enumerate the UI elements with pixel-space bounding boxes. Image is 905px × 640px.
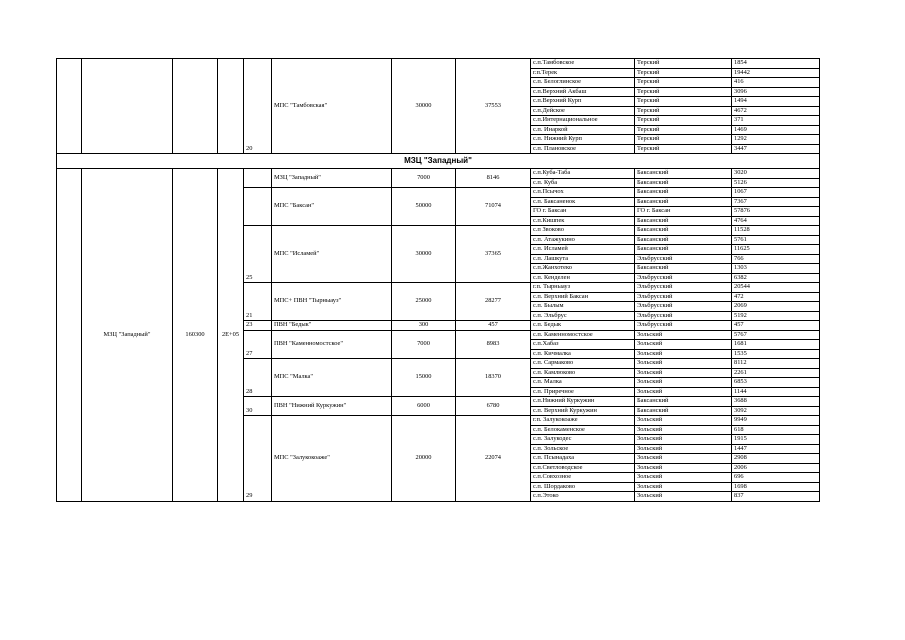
settlement-population: 57876 xyxy=(732,207,820,217)
district-name: Терский xyxy=(635,87,732,97)
settlement-population: 2261 xyxy=(732,368,820,378)
station-number: 21 xyxy=(244,283,272,321)
settlement-name: с.п.Тамбовское xyxy=(531,59,635,69)
settlement-population: 618 xyxy=(732,425,820,435)
station-population: 28277 xyxy=(456,283,531,321)
station-population: 37365 xyxy=(456,226,531,283)
station-name: ПВН "Бедык" xyxy=(272,321,392,331)
district-name: Зольский xyxy=(635,463,732,473)
station-capacity: 30000 xyxy=(392,226,456,283)
district-name: Зольский xyxy=(635,482,732,492)
district-name: Баксанский xyxy=(635,226,732,236)
settlement-population: 5761 xyxy=(732,235,820,245)
settlement-population: 1292 xyxy=(732,135,820,145)
empty-cell xyxy=(57,59,82,154)
station-capacity: 25000 xyxy=(392,283,456,321)
settlement-name: с.п. Залукодес xyxy=(531,435,635,445)
settlement-name: с.п. Баксаненок xyxy=(531,197,635,207)
settlement-name: с.п. Камлюково xyxy=(531,368,635,378)
settlement-name: с.п. Эльбрус xyxy=(531,311,635,321)
settlement-population: 3092 xyxy=(732,406,820,416)
settlement-population: 1494 xyxy=(732,97,820,107)
settlement-name: с.п Звоково xyxy=(531,226,635,236)
settlement-population: 20544 xyxy=(732,283,820,293)
district-name: Зольский xyxy=(635,359,732,369)
settlement-name: с.п.Светловодское xyxy=(531,463,635,473)
station-capacity: 300 xyxy=(392,321,456,331)
district-name: Зольский xyxy=(635,444,732,454)
settlement-name: с.п. Нижний Курп xyxy=(531,135,635,145)
settlement-population: 472 xyxy=(732,292,820,302)
station-population: 22074 xyxy=(456,416,531,502)
station-capacity: 15000 xyxy=(392,359,456,397)
settlement-population: 1698 xyxy=(732,482,820,492)
station-name: ПВН "Нижний Куркужин" xyxy=(272,397,392,416)
settlement-population: 371 xyxy=(732,116,820,126)
settlement-population: 696 xyxy=(732,473,820,483)
district-name: Зольский xyxy=(635,416,732,426)
settlement-population: 766 xyxy=(732,254,820,264)
settlement-name: с.п.Верхний Акбаш xyxy=(531,87,635,97)
station-number: 20 xyxy=(244,59,272,154)
district-name: Баксанский xyxy=(635,264,732,274)
settlement-name: с.п. Шордаково xyxy=(531,482,635,492)
district-name: Зольский xyxy=(635,330,732,340)
district-name: Зольский xyxy=(635,435,732,445)
settlement-population: 3020 xyxy=(732,169,820,179)
district-name: ГО г. Баксан xyxy=(635,207,732,217)
district-name: Зольский xyxy=(635,454,732,464)
district-name: Баксанский xyxy=(635,169,732,179)
station-population: 8146 xyxy=(456,169,531,188)
district-name: Терский xyxy=(635,135,732,145)
station-population: 71074 xyxy=(456,188,531,226)
district-name: Терский xyxy=(635,106,732,116)
settlement-name: с.п. Белокаменское xyxy=(531,425,635,435)
settlement-name: с.п.Нижний Куркужин xyxy=(531,397,635,407)
district-name: Баксанский xyxy=(635,197,732,207)
settlement-name: с.п. Плановское xyxy=(531,144,635,154)
table-row xyxy=(57,59,820,69)
district-name: Эльбрусский xyxy=(635,302,732,312)
station-name: МПС "Залукокоаже" xyxy=(272,416,392,502)
district-name: Зольский xyxy=(635,349,732,359)
empty-cell xyxy=(173,59,218,154)
settlement-name: с.п.Псычох xyxy=(531,188,635,198)
settlement-name: с.п. Каменномостское xyxy=(531,330,635,340)
settlement-name: с.п.Верхний Курп xyxy=(531,97,635,107)
section-heading-row xyxy=(57,154,820,169)
district-name: Эльбрусский xyxy=(635,321,732,331)
district-name: Зольский xyxy=(635,368,732,378)
station-name: МПС "Тамбовская" xyxy=(272,59,392,154)
station-capacity: 6000 xyxy=(392,397,456,416)
settlement-population: 837 xyxy=(732,492,820,502)
empty-cell xyxy=(57,169,82,502)
settlement-population: 19442 xyxy=(732,68,820,78)
station-name: МПС "Малка" xyxy=(272,359,392,397)
zone-name: МЗЦ "Западный" xyxy=(82,169,173,502)
station-number: 23 xyxy=(244,321,272,331)
station-population: 37553 xyxy=(456,59,531,154)
station-capacity: 7000 xyxy=(392,169,456,188)
station-name: ПВН "Каменномостское" xyxy=(272,330,392,359)
district-name: Зольский xyxy=(635,378,732,388)
settlement-name: с.п. Приречное xyxy=(531,387,635,397)
settlement-name: с.п. Кенделен xyxy=(531,273,635,283)
settlement-name: с.п. Кичмалка xyxy=(531,349,635,359)
settlement-population: 1535 xyxy=(732,349,820,359)
zone-total: 160300 xyxy=(173,169,218,502)
settlement-population: 6382 xyxy=(732,273,820,283)
settlement-name: ГО г. Баксан xyxy=(531,207,635,217)
settlement-name: с.п. Верхний Баксан xyxy=(531,292,635,302)
settlement-population: 416 xyxy=(732,78,820,88)
station-capacity: 7000 xyxy=(392,330,456,359)
station-number: 30 xyxy=(244,397,272,416)
district-name: Терский xyxy=(635,59,732,69)
station-population: 8983 xyxy=(456,330,531,359)
settlement-name: с.п. Куба xyxy=(531,178,635,188)
district-name: Баксанский xyxy=(635,406,732,416)
settlement-population: 3688 xyxy=(732,397,820,407)
settlement-population: 3447 xyxy=(732,144,820,154)
settlement-name: с.п. Атажукино xyxy=(531,235,635,245)
settlement-name: с.п.Дейское xyxy=(531,106,635,116)
district-name: Эльбрусский xyxy=(635,292,732,302)
station-number xyxy=(244,169,272,188)
settlement-name: с.п.Совхозное xyxy=(531,473,635,483)
settlement-population: 6853 xyxy=(732,378,820,388)
district-name: Эльбрусский xyxy=(635,283,732,293)
station-name: МЗЦ "Западный" xyxy=(272,169,392,188)
settlement-name: с.п. Исламей xyxy=(531,245,635,255)
district-name: Зольский xyxy=(635,425,732,435)
district-name: Зольский xyxy=(635,387,732,397)
settlement-name: с.п. Верхний Куркужин xyxy=(531,406,635,416)
section-title: МЗЦ "Западный" xyxy=(57,154,820,169)
district-name: Эльбрусский xyxy=(635,254,732,264)
empty-cell xyxy=(82,59,173,154)
settlement-population: 1447 xyxy=(732,444,820,454)
station-number: 25 xyxy=(244,226,272,283)
settlement-name: с.п. Былым xyxy=(531,302,635,312)
district-name: Эльбрусский xyxy=(635,311,732,321)
station-name: МПС "Баксан" xyxy=(272,188,392,226)
station-population: 18370 xyxy=(456,359,531,397)
document-page xyxy=(56,58,819,502)
settlement-name: с.п. Инаркой xyxy=(531,125,635,135)
settlements-table xyxy=(56,58,820,502)
zone-total-sci: 2E+05 xyxy=(218,169,244,502)
settlement-name: с.п. Сармаково xyxy=(531,359,635,369)
district-name: Баксанский xyxy=(635,178,732,188)
settlement-population: 1144 xyxy=(732,387,820,397)
station-number: 27 xyxy=(244,330,272,359)
district-name: Терский xyxy=(635,68,732,78)
settlement-population: 1469 xyxy=(732,125,820,135)
district-name: Терский xyxy=(635,78,732,88)
settlement-name: с.п. Белоглинское xyxy=(531,78,635,88)
district-name: Баксанский xyxy=(635,216,732,226)
district-name: Баксанский xyxy=(635,235,732,245)
district-name: Терский xyxy=(635,97,732,107)
district-name: Терский xyxy=(635,125,732,135)
settlement-population: 1681 xyxy=(732,340,820,350)
station-name: МПС "Исламей" xyxy=(272,226,392,283)
table-body xyxy=(57,59,820,502)
settlement-name: с.п.Интернациональное xyxy=(531,116,635,126)
settlement-name: с.п.Кишпек xyxy=(531,216,635,226)
empty-cell xyxy=(218,59,244,154)
settlement-population: 457 xyxy=(732,321,820,331)
settlement-population: 4764 xyxy=(732,216,820,226)
settlement-population: 2908 xyxy=(732,454,820,464)
settlement-population: 5767 xyxy=(732,330,820,340)
settlement-population: 8112 xyxy=(732,359,820,369)
settlement-name: г.п.Терек xyxy=(531,68,635,78)
settlement-name: г.п. Тырныауз xyxy=(531,283,635,293)
settlement-population: 5126 xyxy=(732,178,820,188)
settlement-population: 1915 xyxy=(732,435,820,445)
district-name: Терский xyxy=(635,116,732,126)
station-name: МПС+ ПВН "Тырныауз" xyxy=(272,283,392,321)
settlement-population: 4672 xyxy=(732,106,820,116)
station-capacity: 50000 xyxy=(392,188,456,226)
settlement-name: с.п.Этоко xyxy=(531,492,635,502)
settlement-population: 9949 xyxy=(732,416,820,426)
district-name: Баксанский xyxy=(635,188,732,198)
station-population: 6780 xyxy=(456,397,531,416)
station-number xyxy=(244,188,272,226)
district-name: Терский xyxy=(635,144,732,154)
settlement-name: г.п. Залукокоаже xyxy=(531,416,635,426)
settlement-population: 11528 xyxy=(732,226,820,236)
station-number: 29 xyxy=(244,416,272,502)
station-capacity: 30000 xyxy=(392,59,456,154)
settlement-population: 11625 xyxy=(732,245,820,255)
table-row xyxy=(57,169,820,179)
station-number: 28 xyxy=(244,359,272,397)
settlement-name: с.п.Куба-Таба xyxy=(531,169,635,179)
settlement-population: 5192 xyxy=(732,311,820,321)
settlement-name: с.п. Малка xyxy=(531,378,635,388)
district-name: Зольский xyxy=(635,473,732,483)
settlement-population: 1303 xyxy=(732,264,820,274)
settlement-name: с.п. Зольское xyxy=(531,444,635,454)
settlement-population: 1067 xyxy=(732,188,820,198)
settlement-name: с.п. Бедык xyxy=(531,321,635,331)
settlement-name: с.п.Жанхотеко xyxy=(531,264,635,274)
settlement-population: 2069 xyxy=(732,302,820,312)
station-population: 457 xyxy=(456,321,531,331)
district-name: Баксанский xyxy=(635,397,732,407)
settlement-population: 1854 xyxy=(732,59,820,69)
settlement-name: с.п. Лашкута xyxy=(531,254,635,264)
settlement-population: 7367 xyxy=(732,197,820,207)
settlement-name: с.п.Хабаз xyxy=(531,340,635,350)
settlement-name: с.п. Псынадаха xyxy=(531,454,635,464)
settlement-population: 2006 xyxy=(732,463,820,473)
district-name: Зольский xyxy=(635,492,732,502)
district-name: Эльбрусский xyxy=(635,273,732,283)
district-name: Баксанский xyxy=(635,245,732,255)
settlement-population: 3096 xyxy=(732,87,820,97)
station-capacity: 20000 xyxy=(392,416,456,502)
district-name: Зольский xyxy=(635,340,732,350)
